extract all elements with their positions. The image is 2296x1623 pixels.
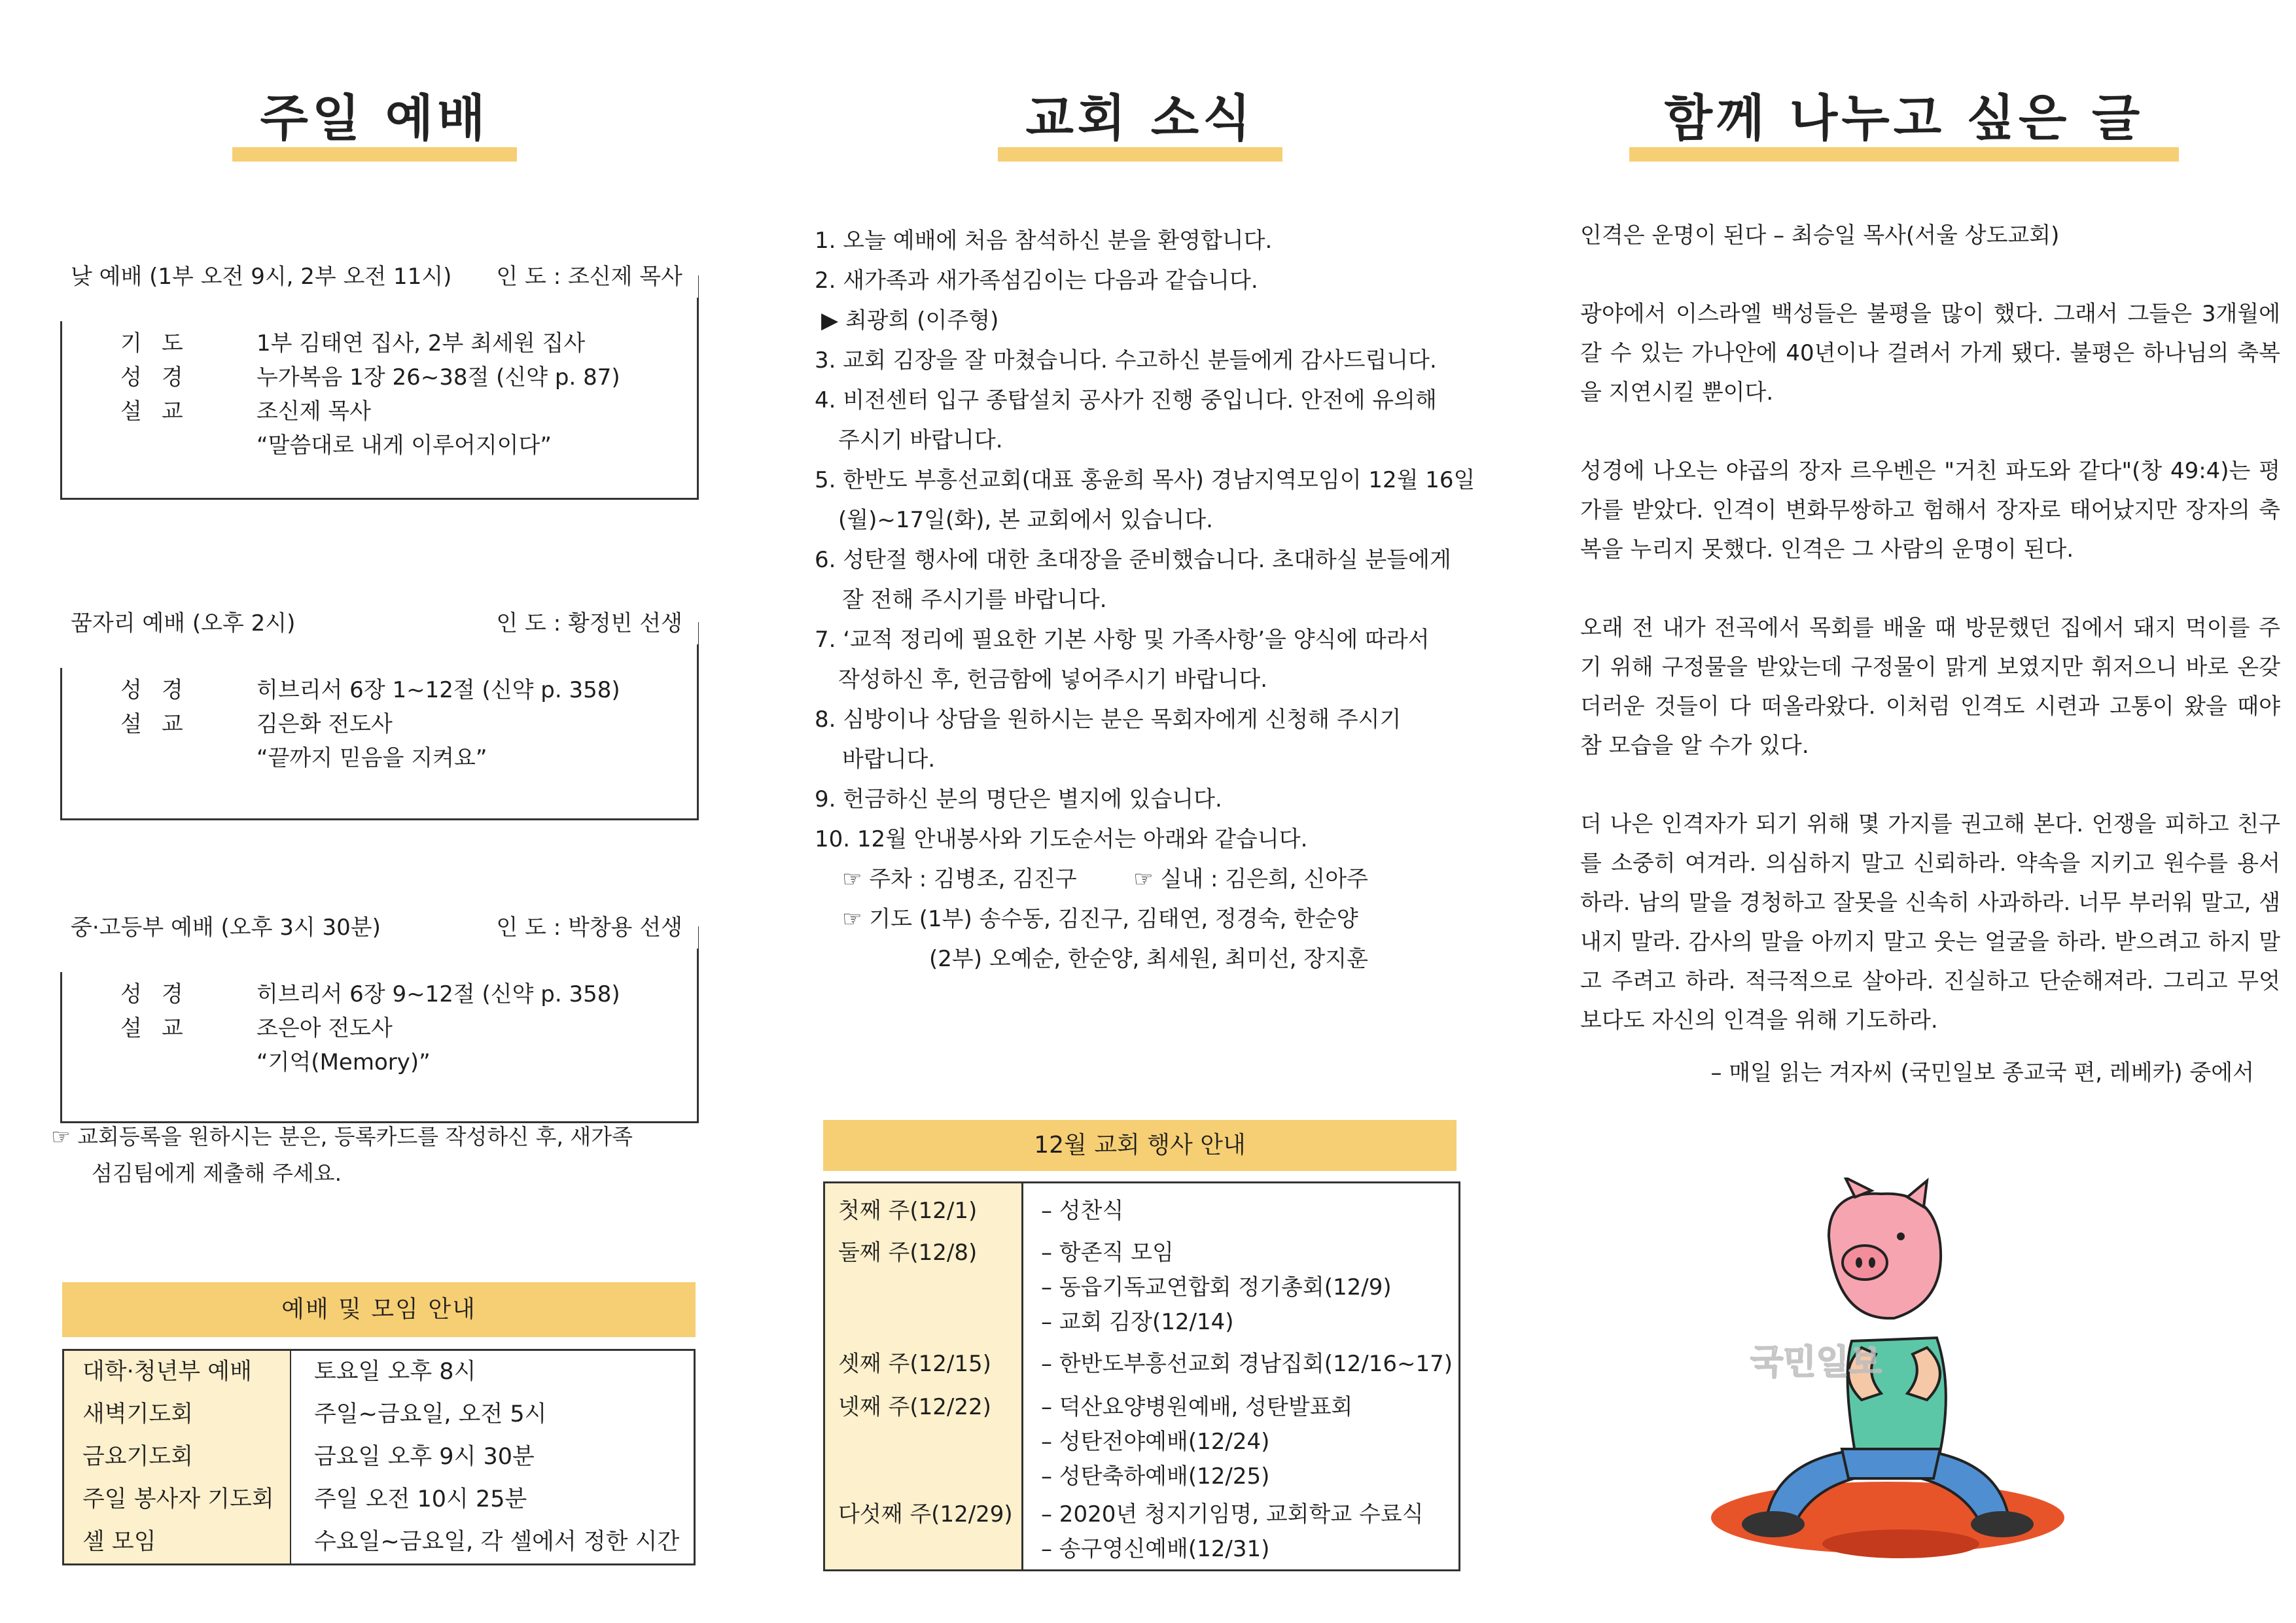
- essay-heading-text: 함께 나누고 싶은 글: [1664, 89, 2144, 147]
- service-title: 꿈자리 예배 (오후 2시): [60, 605, 300, 637]
- puddle-shadow: [1822, 1529, 1979, 1558]
- news-item: 5. 한반도 부흥선교회(대표 홍윤희 목사) 경남지역모임이 12월 16일: [815, 467, 1475, 493]
- pig-nostril: [1856, 1257, 1862, 1268]
- service-leader: 인 도 : 박창용 선생: [489, 909, 682, 941]
- service-leader: 인 도 : 황정빈 선생: [489, 605, 682, 637]
- essay-column: [1525, 0, 2296, 1623]
- essay-paragraph: 성경에 나오는 야곱의 장자 르우벤은 "거친 파도와 같다"(창 49:4)는 평가를 받았다. 인격이 변화무쌍하고 험해서 장자로 태어났지만 장자의 축복을 누리지 못했다. 인격은 그 사람의 운명이 된다.: [1580, 458, 2280, 563]
- essay-heading: [1629, 79, 2179, 150]
- events-title: 12월 교회 행사 안내: [823, 1120, 1457, 1171]
- news-item: 7. ‘교적 정리에 필요한 기본 사항 및 가족사항’을 양식에 따라서: [815, 627, 1430, 653]
- essay-paragraph: 광야에서 이스라엘 백성들은 불평을 많이 했다. 그래서 그들은 3개월에 갈 수 있는 가나안에 40년이나 걸려서 가게 됐다. 불평은 하나님의 축복을 지연시킬 뿐이다.: [1580, 301, 2280, 406]
- worship-heading: [232, 79, 517, 150]
- service-title-row: [60, 605, 698, 644]
- registration-note: ☞ 교회등록을 원하시는 분은, 등록카드를 작성하신 후, 새가족 섬김팀에게 제출해 주세요.: [51, 1124, 633, 1186]
- service-youth-worship: 중·고등부 예배 (오후 3시 30분) 인 도 : 박창용 선생 성경 히브리서 6장 9~12절 (신약 p. 358) 설교 조은아 전도사 “기억(Memory)”: [60, 909, 698, 1122]
- news-item: (월)~17일(화), 본 교회에서 있습니다.: [838, 507, 1213, 533]
- news-item: 바랍니다.: [842, 746, 936, 773]
- news-heading-text: 교회 소식: [1025, 89, 1255, 147]
- service-title: 중·고등부 예배 (오후 3시 30분): [60, 909, 386, 941]
- events-table: 첫째 주(12/1) – 성찬식 둘째 주(12/8) – 항존직 모임 – 동읍기독교연합회 정기총회(12/9) – 교회 김장(12/14) 셋째 주(12/15) – 한반도부흥선교회 경남집회(12/16~17) 넷째 주(12/22) – 덕산요양병원예배, 성탄발표회 – 성탄전야예배(12/24) – 성탄축하예배(12/25) 다섯째 주(12/29) – 2020년 청지기임명, 교회학교 수료식 – 송구영신예배(12/31): [823, 1181, 1460, 1571]
- essay-paragraph: 오래 전 내가 전곡에서 목회를 배울 때 방문했던 집에서 돼지 먹이를 주기 위해 구정물을 받았는데 구정물이 맑게 보였지만 휘저으니 바로 온갖 더러운 것들이 다 떠올라왔다. 이처럼 인격도 시련과 고통이 왔을 때야 참 모습을 알 수가 있다.: [1580, 615, 2280, 759]
- essay-title: 인격은 운명이 된다 – 최승일 목사(서울 상도교회): [1580, 222, 2060, 249]
- news-item: 4. 비전센터 입구 종탑설치 공사가 진행 중입니다. 안전에 유의해: [815, 387, 1437, 413]
- info-row: 금요기도회 금요일 오후 9시 30분: [82, 1444, 535, 1470]
- news-column: [752, 0, 1518, 1623]
- info-row: 셀 모임 수요일~금요일, 각 셀에서 정한 시간: [82, 1529, 680, 1555]
- news-item: 잘 전해 주시기를 바랍니다.: [842, 587, 1107, 613]
- pig-mask-illustration: [1704, 1178, 2071, 1570]
- essay-source: – 매일 읽는 겨자씨 (국민일보 종교국 편, 레베카) 중에서: [1710, 1060, 2254, 1086]
- news-item: ▶ 최광희 (이주형): [821, 307, 999, 334]
- news-list: [815, 221, 1521, 979]
- service-leader: 인 도 : 조신제 목사: [489, 258, 682, 290]
- pants: [1842, 1449, 1940, 1478]
- news-item: 1. 오늘 예배에 처음 참석하신 분을 환영합니다.: [815, 228, 1273, 254]
- pig-snout: [1843, 1246, 1887, 1280]
- right-shoe: [1971, 1511, 2034, 1537]
- worship-heading-text: 주일 예배: [260, 89, 489, 147]
- news-item: 10. 12월 안내봉사와 기도순서는 아래와 같습니다.: [815, 826, 1308, 852]
- left-shoe: [1742, 1511, 1805, 1537]
- news-item: (2부) 오예순, 한순양, 최세원, 최미선, 장지훈: [929, 946, 1368, 972]
- service-kids-worship: 꿈자리 예배 (오후 2시) 인 도 : 황정빈 선생 성경 히브리서 6장 1~12절 (신약 p. 358) 설교 김은화 전도사 “끝까지 믿음을 지켜요”: [60, 605, 698, 821]
- news-heading: [998, 79, 1282, 150]
- info-row: 주일 봉사자 기도회 주일 오전 10시 25분: [82, 1486, 527, 1512]
- news-item: 주시기 바랍니다.: [838, 427, 1003, 453]
- info-row: 새벽기도회 주일~금요일, 오전 5시: [82, 1401, 547, 1427]
- news-item: 9. 헌금하신 분의 명단은 별지에 있습니다.: [815, 786, 1222, 812]
- news-item: ☞ 주차 : 김병조, 김진구 ☞ 실내 : 김은희, 신아주: [842, 866, 1368, 892]
- news-item: 2. 새가족과 새가족섬김이는 다음과 같습니다.: [815, 268, 1258, 294]
- info-row: 대학·청년부 예배 토요일 오후 8시: [82, 1359, 476, 1385]
- essay-paragraph: 더 나은 인격자가 되기 위해 몇 가지를 권고해 본다. 언쟁을 피하고 친구를 소중히 여겨라. 의심하지 말고 신뢰하라. 약속을 지키고 원수를 용서하라. 남의 말을 경청하고 잘못을 신속히 사과하라. 너무 부러워 말고, 샘내지 말라. 감사의 말을 아끼지 말고 웃는 얼굴을 하라. 받으려고 하지 말고 주려고 하라. 적극적으로 살아라. 진실하고 단순해져라. 그리고 무엇보다도 자신의 인격을 위해 기도하라.: [1580, 811, 2280, 1034]
- pig-eye: [1897, 1232, 1905, 1240]
- pig-nostril: [1869, 1257, 1875, 1268]
- news-item: 3. 교회 김장을 잘 마쳤습니다. 수고하신 분들에게 감사드립니다.: [815, 347, 1437, 374]
- service-title-row: [60, 258, 698, 298]
- info-box: [62, 1349, 696, 1565]
- essay-body: [1580, 216, 2280, 1132]
- news-item: 8. 심방이나 상담을 원하시는 분은 목회자에게 신청해 주시기: [815, 707, 1402, 733]
- watermark-text: 국민일보: [1750, 1343, 1882, 1382]
- news-item: 작성하신 후, 헌금함에 넣어주시기 바랍니다.: [838, 667, 1268, 693]
- service-title: 낮 예배 (1부 오전 9시, 2부 오전 11시): [60, 258, 457, 290]
- worship-column: [0, 0, 746, 1623]
- info-box-title: 예배 및 모임 안내: [62, 1282, 696, 1337]
- news-item: 6. 성탄절 행사에 대한 초대장을 준비했습니다. 초대하실 분들에게: [815, 547, 1451, 573]
- news-item: ☞ 기도 (1부) 송수동, 김진구, 김태연, 정경숙, 한순양: [842, 906, 1358, 932]
- service-title-row: [60, 909, 698, 949]
- service-day-worship: 낮 예배 (1부 오전 9시, 2부 오전 11시) 인 도 : 조신제 목사 기도 1부 김태연 집사, 2부 최세원 집사 성경 누가복음 1장 26~38절 (신약 p. 87) 설교 조신제 목사 “말씀대로 내게 이루어지이다”: [60, 258, 698, 504]
